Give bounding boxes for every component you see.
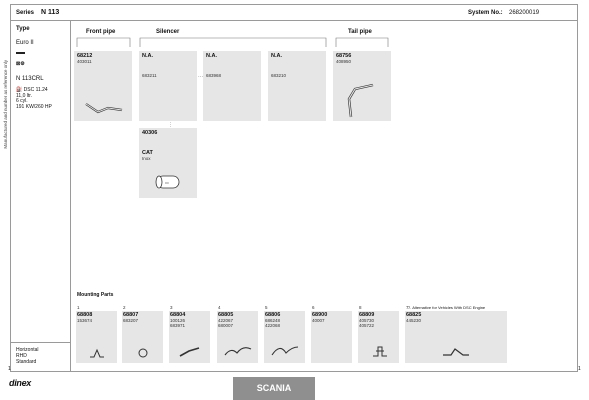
cylinders: 6 cyl.	[16, 98, 28, 104]
make-banner: SCANIA	[233, 377, 315, 400]
mount-num: 2	[123, 305, 126, 310]
svg-text:▭: ▭	[165, 180, 169, 185]
mount-ref: 680007	[218, 323, 234, 328]
mount-ref: 422067	[218, 318, 234, 323]
part-code: 68212	[77, 53, 93, 59]
section-mounting-parts: Mounting Parts	[77, 292, 114, 298]
mount-item-3[interactable]	[169, 311, 210, 363]
mount-ref: 683207	[123, 318, 139, 323]
hanger-drawing	[223, 341, 253, 359]
mount-ref: 686248	[265, 318, 281, 323]
section-front-pipe: Front pipe	[86, 29, 116, 35]
mount-code: 68805	[218, 312, 234, 318]
mount-ref: 100126	[170, 318, 186, 323]
series-label: Series	[16, 10, 35, 16]
part-ref: 403011	[77, 59, 92, 64]
engine-icon: ⊠⚙	[16, 61, 25, 67]
install-variant: Standard	[16, 359, 37, 365]
mount-item-5[interactable]	[264, 311, 305, 363]
mounting-note: 7. Alternative for Vehicles With DSC Engine	[408, 305, 486, 310]
mount-item-4[interactable]	[217, 311, 258, 363]
mount-item-6[interactable]	[311, 311, 352, 363]
bracket-drawing	[177, 345, 203, 359]
part-tail-pipe[interactable]	[333, 51, 391, 121]
mount-code: 68900	[312, 312, 328, 318]
mount-item-7[interactable]	[405, 311, 507, 363]
mount-item-1[interactable]	[76, 311, 117, 363]
part-code: N.A.	[206, 53, 217, 59]
mount-num: 7	[406, 305, 409, 310]
clamp-drawing	[88, 347, 108, 359]
engine-code: DSC 11.24	[23, 87, 48, 93]
part-ref: 408950	[336, 59, 352, 64]
mount-ref: 40007	[312, 318, 325, 323]
engine-spec	[16, 88, 52, 110]
part-silencer-1[interactable]	[139, 51, 197, 121]
mount-code: 68806	[265, 312, 281, 318]
mount-ref: 153674	[77, 318, 93, 323]
part-code: N.A.	[271, 53, 282, 59]
page-number-right: 1	[578, 366, 581, 372]
part-silencer-3[interactable]	[268, 51, 326, 121]
part-catalyst[interactable]	[139, 128, 197, 198]
part-ref: 683210	[271, 73, 287, 78]
part-code: 68756	[336, 53, 352, 59]
mount-code: 68808	[77, 312, 93, 318]
part-front-pipe[interactable]	[74, 51, 132, 121]
fuel-icon: ⛽	[16, 87, 24, 93]
mount-num: 6	[312, 305, 315, 310]
part-ref: 683211	[142, 73, 157, 78]
system-value: 268200019	[509, 10, 540, 16]
page-number-left: 1	[8, 366, 11, 372]
connector-dots-vertical: ⋮	[168, 122, 173, 128]
part-silencer-2[interactable]	[203, 51, 261, 121]
ring-drawing	[136, 346, 150, 360]
install-drive: RHD	[16, 353, 27, 359]
install-info	[16, 347, 39, 365]
mount-num: 5	[265, 305, 268, 310]
mount-code: 68809	[359, 312, 375, 318]
mount-ref: 445230	[406, 318, 422, 323]
clip-drawing	[370, 343, 390, 359]
type-heading: Type	[16, 26, 30, 32]
system-label: System No.:	[468, 10, 503, 16]
mount-item-2[interactable]	[122, 311, 163, 363]
hanger-drawing	[270, 341, 300, 359]
mount-num: 8	[359, 305, 362, 310]
left-bottom-divider	[10, 342, 70, 343]
strap-drawing	[441, 345, 471, 359]
catalyst-drawing	[151, 172, 187, 192]
part-label: CAT	[142, 150, 153, 156]
part-ref: 683968	[206, 73, 222, 78]
mount-ref: 422068	[265, 323, 281, 328]
mount-num: 1	[77, 305, 80, 310]
part-material: Inox	[142, 156, 151, 161]
tail-pipe-drawing	[343, 77, 383, 119]
section-silencer: Silencer	[156, 29, 180, 35]
front-pipe-drawing	[84, 96, 124, 116]
displacement: 11,0 ltr.	[16, 92, 33, 99]
install-orientation: Horizontal	[16, 347, 39, 353]
section-tail-pipe: Tail pipe	[348, 29, 372, 35]
left-column-divider	[70, 20, 71, 372]
mount-ref: 405722	[359, 323, 375, 328]
side-note: Manufactured and number as reference only	[3, 60, 8, 149]
part-code: 40306	[142, 130, 158, 136]
series-value: N 113	[41, 9, 60, 16]
connector-dots: ···	[198, 74, 203, 80]
dinex-logo: dinex	[9, 378, 32, 388]
mount-code: 68804	[170, 312, 186, 318]
mount-ref: 405730	[359, 318, 375, 323]
model-name: N 113CRL	[16, 76, 44, 82]
part-code: N.A.	[142, 53, 153, 59]
mount-num: 3	[170, 305, 173, 310]
power: 191 KW/260 HP	[16, 103, 52, 110]
mount-code: 68825	[406, 312, 422, 318]
euro-norm: Euro II	[16, 40, 34, 46]
mount-num: 4	[218, 305, 221, 310]
mount-ref: 683971	[170, 323, 186, 328]
mount-code: 68807	[123, 312, 139, 318]
mount-item-8[interactable]	[358, 311, 399, 363]
